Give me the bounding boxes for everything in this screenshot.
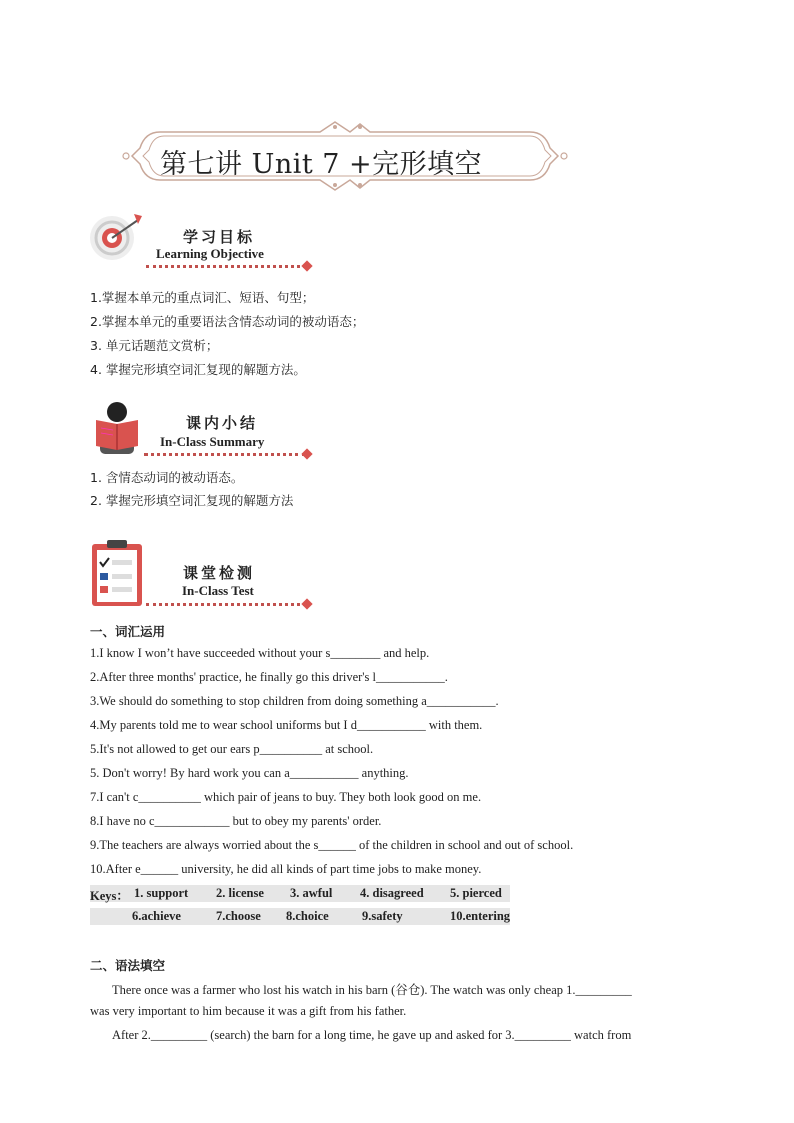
question-item: 5.It's not allowed to get our ears p__________ at school. [90, 742, 374, 756]
passage-line: There once was a farmer who lost his watch in his barn (谷仓). The watch was only cheap 1._________ [112, 983, 632, 997]
key-item: 6.achieve [132, 909, 181, 923]
summary-title-en: In-Class Summary [160, 434, 265, 449]
objective-title-en: Learning Objective [156, 246, 264, 261]
key-item: 1. support [134, 886, 189, 900]
question-item: 2.After three months' practice, he finally go this driver's l___________. [90, 670, 448, 684]
page-title: 第七讲 Unit 7 +完形填空 [160, 149, 483, 180]
diamond-icon [301, 448, 312, 459]
question-item: 4.My parents told me to wear school uniforms but I d___________ with them. [90, 718, 483, 732]
keys-label: Keys： [90, 889, 129, 903]
key-item: 5. pierced [450, 886, 502, 900]
part2-heading: 二、语法填空 [90, 958, 166, 973]
passage-line: was very important to him because it was a gift from his father. [90, 1004, 407, 1018]
objective-item: 1.掌握本单元的重点词汇、短语、句型； [90, 290, 315, 305]
reading-person-icon [92, 400, 142, 458]
key-item: 7.choose [216, 909, 261, 923]
key-item: 3. awful [290, 886, 333, 900]
test-divider [146, 603, 306, 606]
part1-heading: 一、词汇运用 [90, 624, 166, 639]
diamond-icon [301, 260, 312, 271]
key-item: 8.choice [286, 909, 329, 923]
question-item: 10.After e______ university, he did all kinds of part time jobs to make money. [90, 862, 482, 876]
question-item: 5. Don't worry! By hard work you can a___________ anything. [90, 766, 409, 780]
key-item: 10.entering [450, 909, 511, 923]
summary-item: 2. 掌握完形填空词汇复现的解题方法 [90, 493, 294, 508]
diamond-icon [301, 598, 312, 609]
summary-divider [144, 453, 306, 456]
test-title-en: In-Class Test [182, 583, 254, 598]
question-item: 1.I know I won’t have succeeded without your s________ and help. [90, 646, 430, 660]
summary-title-cn: 课内小结 [186, 414, 259, 432]
target-icon [88, 206, 144, 266]
keys-row-1 [90, 885, 510, 902]
objective-title-cn: 学习目标 [183, 228, 256, 246]
key-item: 2. license [216, 886, 264, 900]
question-item: 7.I can't c__________ which pair of jeans to buy. They both look good on me. [90, 790, 482, 804]
question-item: 3.We should do something to stop children from doing something a___________. [90, 694, 499, 708]
key-item: 4. disagreed [360, 886, 424, 900]
test-title-cn: 课堂检测 [183, 564, 256, 582]
question-item: 8.I have no c____________ but to obey my parents' order. [90, 814, 382, 828]
key-item: 9.safety [362, 909, 403, 923]
summary-item: 1. 含情态动词的被动语态。 [90, 470, 244, 485]
clipboard-checklist-icon [90, 538, 144, 608]
passage-line: After 2._________ (search) the barn for a long time, he gave up and asked for 3._________ watch from [112, 1028, 632, 1042]
keys-row-2 [90, 908, 510, 925]
question-item: 9.The teachers are always worried about the s______ of the children in school and out of school. [90, 838, 574, 852]
objective-item: 2.掌握本单元的重要语法含情态动词的被动语态； [90, 314, 365, 329]
objective-item: 3. 单元话题范文赏析； [90, 338, 219, 353]
objective-divider [146, 265, 306, 268]
objective-item: 4. 掌握完形填空词汇复现的解题方法。 [90, 362, 306, 377]
